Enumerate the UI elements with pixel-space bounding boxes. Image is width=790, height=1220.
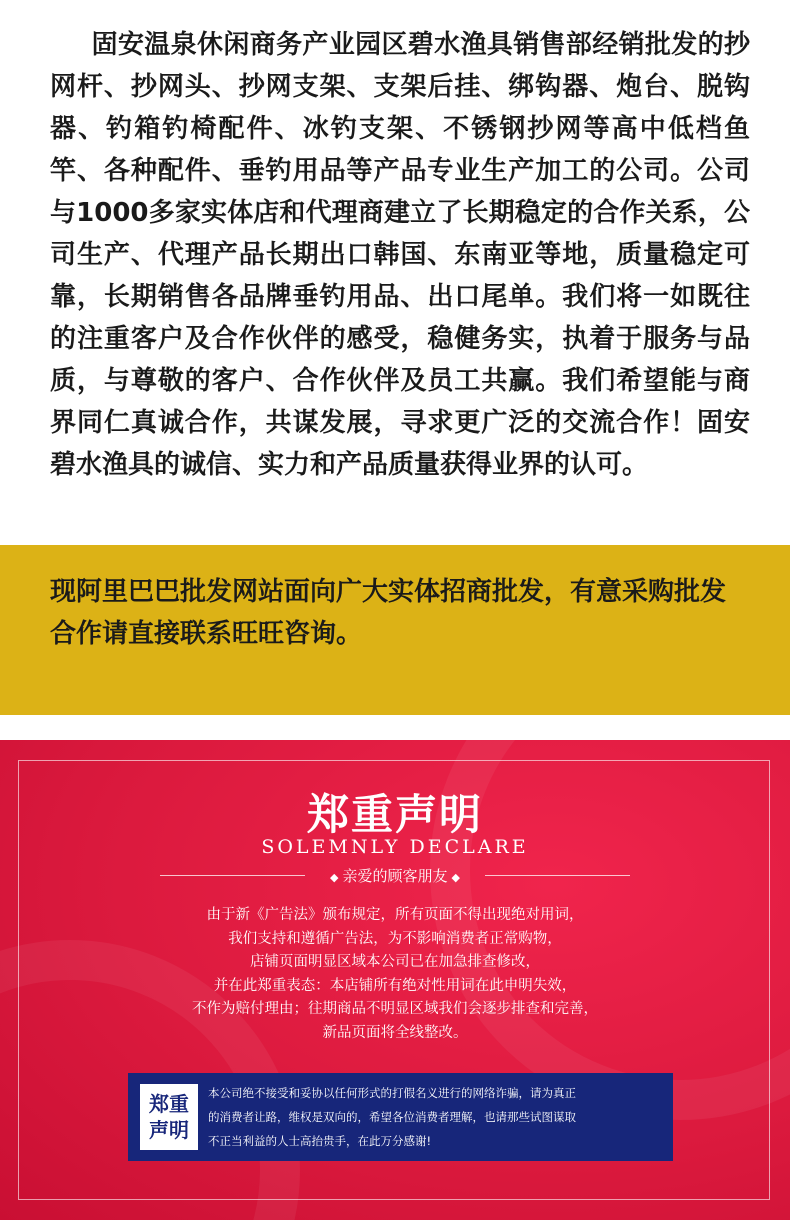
- badge-line: 郑重: [149, 1092, 189, 1116]
- declaration-line: 并在此郑重表态：本店铺所有绝对性用词在此申明失效，: [213, 977, 577, 994]
- declaration-line: 我们支持和遵循广告法，为不影响消费者正常购物，: [228, 930, 562, 947]
- declaration-title: 郑重声明: [306, 790, 483, 839]
- declaration-line: 店铺页面明显区域本公司已在加急排查修改，: [250, 954, 540, 970]
- declaration-badge: [140, 1084, 198, 1150]
- declaration-line: 新品页面将全线整改。: [322, 1024, 468, 1041]
- diamond-icon: ◆: [451, 871, 460, 884]
- disclaimer-line: 不正当利益的人士高抬贵手，在此万分感谢!: [208, 1134, 432, 1148]
- disclaimer-text: [208, 1081, 663, 1153]
- declaration-subtitle: SOLEMNLY DECLARE: [261, 836, 529, 858]
- badge-line: 声明: [149, 1118, 189, 1142]
- wholesale-notice-band: [0, 545, 790, 715]
- greeting-text: 亲爱的顾客朋友: [342, 867, 448, 885]
- wholesale-notice-text: 现阿里巴巴批发网站面向广大实体招商批发，有意采购批发合作请直接联系旺旺咨询。: [50, 577, 727, 649]
- declaration-line: 不作为赔付理由；往期商品不明显区域我们会逐步排查和完善，: [192, 1001, 598, 1017]
- disclaimer-line: 本公司绝不接受和妥协以任何形式的打假名义进行的网络诈骗，请为真正: [208, 1086, 576, 1100]
- declaration-body: [90, 904, 700, 1045]
- disclaimer-line: 的消费者让路，维权是双向的，希望各位消费者理解，也请那些试图谋取: [208, 1110, 576, 1124]
- declaration-line: 由于新《广告法》颁布规定，所有页面不得出现绝对用词，: [206, 907, 584, 923]
- solemn-declaration-panel: [0, 740, 790, 1220]
- diamond-icon: ◆: [330, 871, 339, 884]
- greeting: [110, 864, 680, 890]
- company-intro-paragraph: 固安温泉休闲商务产业园区碧水渔具销售部经销批发的抄网杆、抄网头、抄网支架、支架后挂、绑钩器、炮台、脱钩器、钓箱钓椅配件、冰钓支架、不锈钢抄网等高中低档鱼竿、各种配件、垂钓用品等产品专业生产加工的公司。公司与1000多家实体店和代理商建立了长期稳定的合作关系，公司生产、代理产品长期出口韩国、东南亚等地，质量稳定可靠，长期销售各品牌垂钓用品、出口尾单。我们将一如既往的注重客户及合作伙伴的感受，稳健务实，执着于服务与品质，与尊敬的客户、合作伙伴及员工共赢。我们希望能与商界同仁真诚合作，共谋发展，寻求更广泛的交流合作！固安碧水渔具的诚信、实力和产品质量获得业界的认可。: [50, 30, 750, 480]
- greeting-row: [110, 864, 680, 888]
- anti-fraud-disclaimer-box: [128, 1073, 673, 1161]
